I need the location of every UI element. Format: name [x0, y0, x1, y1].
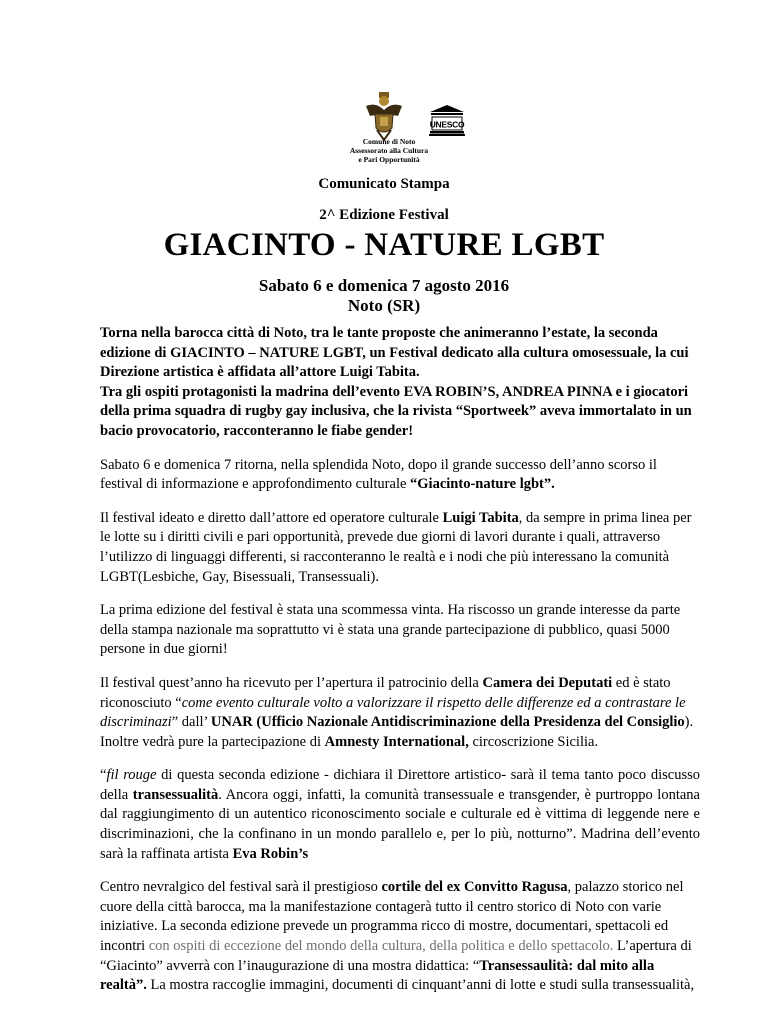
- article-body: [100, 324, 700, 1010]
- intro-paragraph: [100, 324, 700, 442]
- text-span: La mostra raccoglie immagini, documenti di cinquant’anni di lotte e studi sulla transessualità,: [146, 977, 695, 994]
- italic-span: come evento culturale volto a valorizzare il rispetto delle differenze ed a contrastare le discriminazi: [100, 694, 686, 731]
- unesco-logo: [428, 104, 466, 136]
- text-span: Sabato 6 e domenica 7 ritorna, nella splendida Noto, dopo il grande successo dell’anno scorso il festival di informazione e approfondimento culturale: [100, 456, 657, 493]
- comunicato-stampa-label: Comunicato Stampa: [318, 176, 450, 192]
- comune-line: e Pari Opportunità: [358, 155, 420, 164]
- italic-span: fil rouge: [106, 767, 157, 784]
- paragraph: [100, 509, 700, 587]
- text-span: ” dall’: [171, 714, 211, 731]
- bold-span: Camera dei Deputati: [482, 674, 613, 691]
- text-span: ). Inoltre vedrà pure la partecipazione di: [100, 714, 694, 750]
- place-line: Noto (SR): [347, 296, 421, 315]
- text-span: . Ancora oggi, infatti, la comunità transessuale e transgender, è purtroppo lontana dal raggiungimento di un autentico riconoscimento sociale e culturale ed è vittima di leggende nere e discriminazioni, che la confinano in un mondo parallelo e, per lo più, notturno”. Madrina dell’evento sarà la raffinata artista: [100, 786, 700, 862]
- comune-line: Assessorato alla Cultura: [349, 146, 429, 155]
- paragraph: [100, 456, 700, 495]
- logos-row: [0, 92, 768, 142]
- text-span: Il festival quest’anno ha ricevuto per l’apertura il patrocinio della: [100, 674, 483, 691]
- bold-span: “Giacinto-nature lgbt”.: [410, 476, 555, 493]
- bold-span: transessualità: [132, 786, 219, 803]
- text-span: L’apertura di “Giacinto” avverrà con l’inaugurazione di una mostra didattica: “: [100, 938, 692, 974]
- paragraph: [100, 766, 700, 864]
- page-title: GIACINTO - NATURE LGBT: [163, 227, 605, 263]
- paragraph: La prima edizione del festival è stata una scommessa vinta. Ha riscosso un grande interesse da parte della stampa nazionale ma soprattutto vi è stata una grande partecipazione di pubblico, quasi 5000 persone in due giorni!: [100, 602, 681, 658]
- text-span: ed è stato riconosciuto “: [100, 674, 671, 711]
- bold-span: Eva Robin’s: [232, 845, 309, 862]
- comune-line: Comune di Noto: [362, 137, 416, 146]
- bold-span: Amnesty International,: [324, 733, 469, 750]
- text-span: circoscrizione Sicilia.: [468, 733, 599, 750]
- event-dates: [0, 276, 768, 316]
- bold-span: UNAR (Ufficio Nazionale Antidiscriminazione della Presidenza del Consiglio: [210, 714, 685, 731]
- intro-sentence: Torna nella barocca città di Noto, tra le tante proposte che animeranno l’estate, la seconda edizione di GIACINTO – NATURE LGBT, un Festival dedicato alla cultura omosessuale, la cui Direzione artistica è affidata all’attore Luigi Tabita.: [100, 325, 689, 381]
- unesco-wordmark: UNESCO: [429, 119, 465, 130]
- comune-caption: [0, 137, 768, 164]
- text-span: Centro nevralgico del festival sarà il prestigioso: [100, 879, 382, 896]
- text-span: “: [100, 767, 107, 784]
- noto-coat-of-arms-logo: [362, 92, 406, 142]
- text-span: Il festival ideato e diretto dall’attore ed operatore culturale: [100, 509, 443, 526]
- paragraph: [100, 674, 700, 752]
- text-span: , da sempre in prima linea per le lotte su i diritti civili e pari opportunità, prevede due giorni di lavori durante i quali, attraverso l’utilizzo di linguaggi differenti, si racconteranno le realtà e i nodi che più interessano la comunità LGBT(Lesbiche, Gay, Bisessuali, Transessuali).: [100, 509, 692, 585]
- paragraph: [100, 878, 700, 996]
- text-span: di questa seconda edizione - dichiara il Direttore artistico- sarà il tema tanto poco discusso della: [100, 767, 700, 803]
- bold-span: Transessaulità: dal mito alla realtà”.: [100, 957, 655, 994]
- intro-sentence: Tra gli ospiti protagonisti la madrina dell’evento EVA ROBIN’S, ANDREA PINNA e i giocatori della prima squadra di rugby gay inclusiva, che la rivista “Sportweek” aveva immortalato in un bacio provocatorio, racconteranno le fiabe gender!: [100, 383, 692, 439]
- text-span: , palazzo storico nel cuore della città barocca, ma la manifestazione contagerà tutto il centro storico di Noto con varie iniziative. La seconda edizione prevede un programma ricco di mostre, documentari, spettacoli ed incontri: [100, 879, 684, 955]
- bold-span: cortile del ex Convitto Ragusa: [381, 879, 568, 896]
- edition-label: 2^ Edizione Festival: [319, 207, 449, 223]
- gray-span: con ospiti di eccezione del mondo della cultura, della politica e dello spettacolo.: [148, 938, 614, 955]
- bold-span: Luigi Tabita: [442, 509, 519, 526]
- date-line: Sabato 6 e domenica 7 agosto 2016: [258, 276, 510, 295]
